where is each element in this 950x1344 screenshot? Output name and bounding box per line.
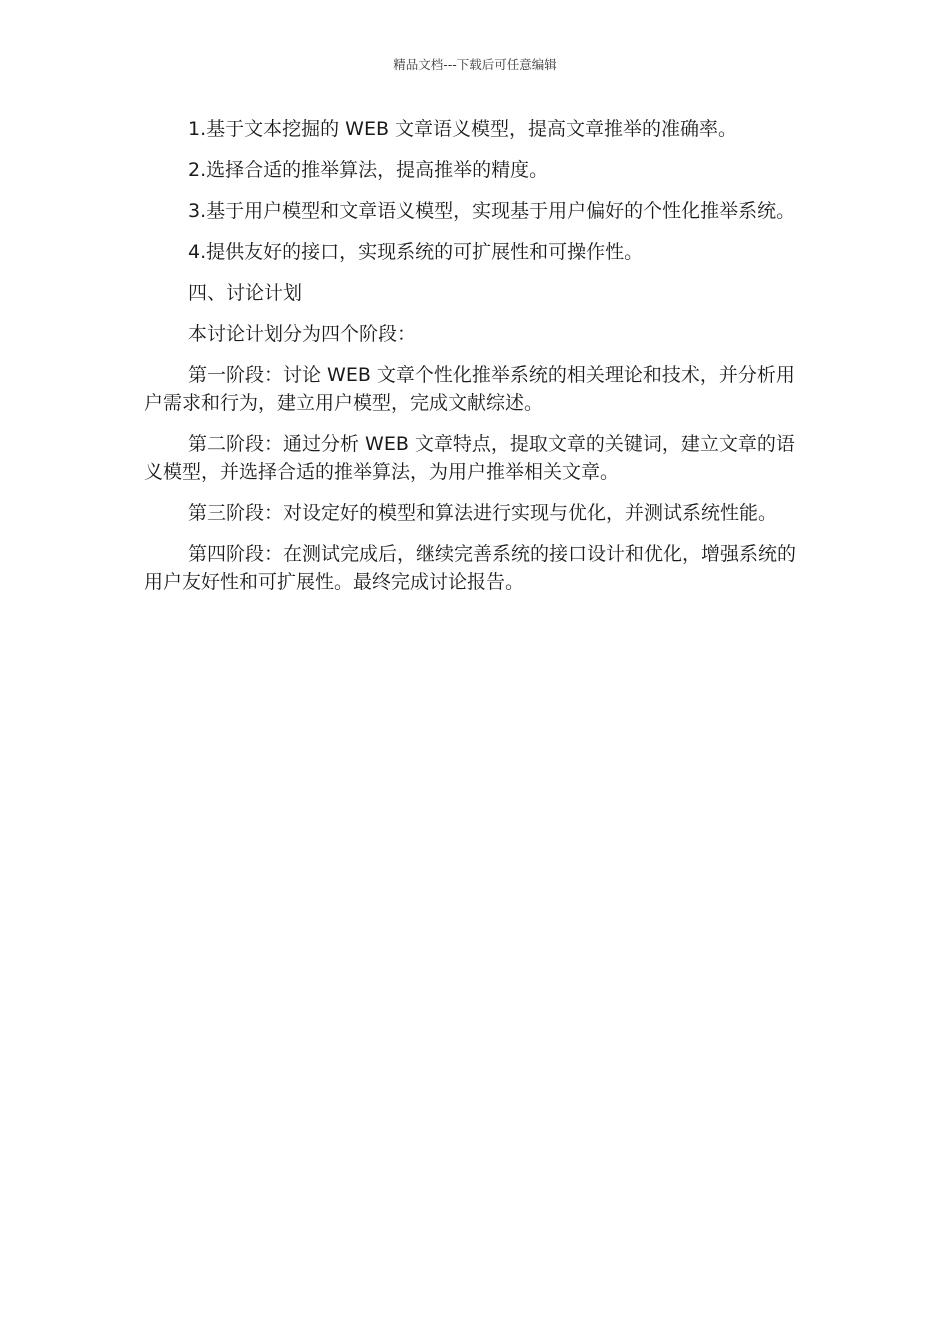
goal-item-4: 4.提供友好的接口，实现系统的可扩展性和可操作性。 — [188, 241, 644, 263]
goal-item-1: 1.基于文本挖掘的 WEB 文章语义模型，提高文章推举的准确率。 — [188, 118, 738, 140]
page-header: 精品文档---下载后可任意编辑 — [393, 57, 557, 72]
section-heading: 四、讨论计划 — [188, 282, 303, 304]
phase-1: 第一阶段：讨论 WEB 文章个性化推举系统的相关理论和技术，并分析用户需求和行为，建立用户模型，完成文献综述。 — [144, 364, 795, 414]
document-body — [144, 115, 808, 609]
phase-2: 第二阶段：通过分析 WEB 文章特点，提取文章的关键词，建立文章的语义模型，并选择合适的推举算法，为用户推举相关文章。 — [144, 433, 795, 483]
goal-item-2: 2.选择合适的推举算法，提高推举的精度。 — [188, 159, 549, 181]
phase-3: 第三阶段：对设定好的模型和算法进行实现与优化，并测试系统性能。 — [188, 502, 778, 524]
plan-intro: 本讨论计划分为四个阶段： — [188, 323, 417, 345]
phase-4: 第四阶段：在测试完成后，继续完善系统的接口设计和优化，增强系统的用户友好性和可扩展性。最终完成讨论报告。 — [144, 543, 797, 593]
goal-item-3: 3.基于用户模型和文章语义模型，实现基于用户偏好的个性化推举系统。 — [188, 200, 796, 222]
